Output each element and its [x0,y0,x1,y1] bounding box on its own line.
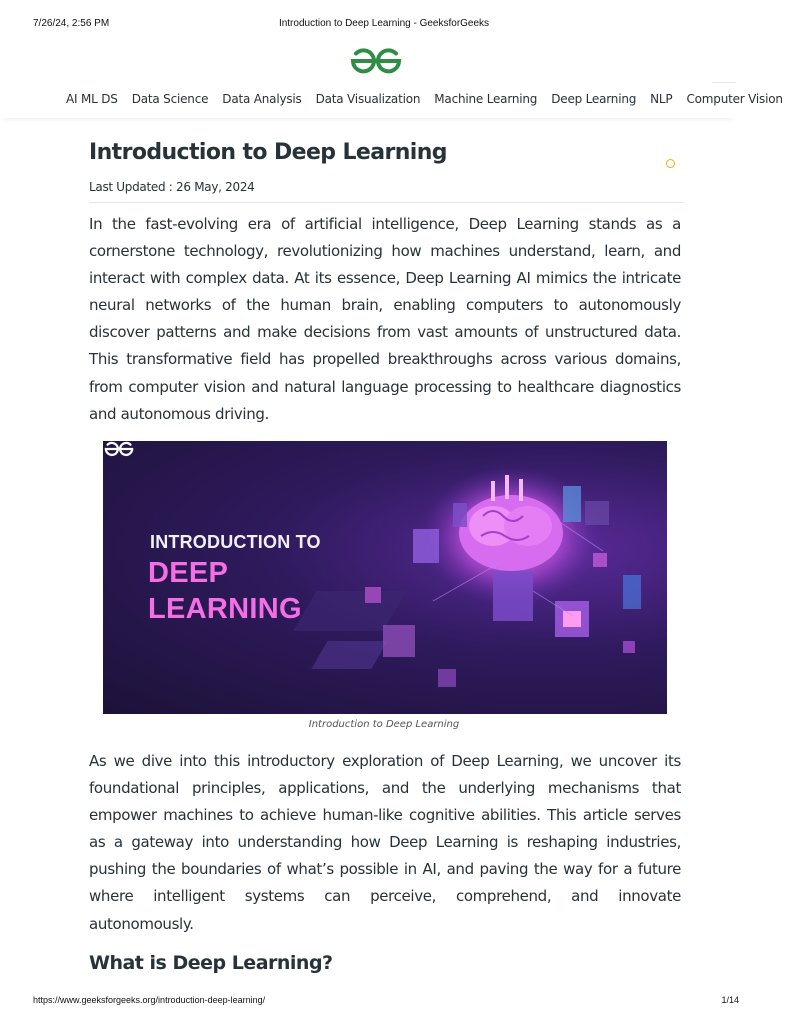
hero-image [103,441,667,714]
print-footer [0,995,768,1009]
geeksforgeeks-logo-icon[interactable] [349,47,403,75]
hero-heading-line2: DEEP [148,557,229,589]
intro-paragraph: In the fast-evolving era of artificial intelligence, Deep Learning stands as a cornerstone technology, revolutionizing how machines understand, learn, and interact with complex data. At its essence, Deep Learning AI mimics the intricate neural networks of the human brain, enabling computers to autonomously discover patterns and make decisions from vast amounts of unstructured data. This transformative field has propelled breakthroughs across various domains, from computer vision and natural language processing to healthcare diagnostics and autonomous driving. [89,215,681,423]
nav-item-deep-learning[interactable]: Deep Learning [551,92,637,106]
last-updated: Last Updated : 26 May, 2024 [89,180,255,194]
nav-item-data-analysis[interactable]: Data Analysis [222,92,302,106]
print-page-number: 1/14 [721,995,739,1005]
print-page-title: Introduction to Deep Learning - GeeksforGeeks [278,18,490,29]
print-header [0,18,768,32]
bookmark-icon[interactable] [666,159,675,168]
nav-item-machine-learning[interactable]: Machine Learning [434,92,538,106]
print-url: https://www.geeksforgeeks.org/introduction-deep-learning/ [33,995,266,1005]
hero-geeksforgeeks-logo-icon [103,441,135,457]
article-title: Introduction to Deep Learning [89,140,447,165]
nav-item-data-science[interactable]: Data Science [131,92,209,106]
hero-caption: Introduction to Deep Learning [308,719,460,730]
hero-heading-line3: LEARNING [148,593,302,625]
body-paragraph: As we dive into this introductory exploration of Deep Learning, we uncover its foundational principles, applications, and the underlying mechanisms that empower machines to achieve human-like cognitive abilities. This article serves as a gateway into understanding how Deep Learning is reshaping industries, pushing the boundaries of what’s possible in AI, and paving the way for a future where intelligent systems can perceive, comprehend, and innovate autonomously. [89,752,681,933]
section-heading: What is Deep Learning? [89,952,333,974]
nav-items [66,90,783,110]
category-nav [0,86,783,118]
print-datetime: 7/26/24, 2:56 PM [33,18,110,29]
nav-divider [712,82,736,83]
hero-heading-line1: INTRODUCTION TO [150,532,321,552]
nav-item-data-visualization[interactable]: Data Visualization [315,92,421,106]
nav-item-ai-ml-ds[interactable]: AI ML DS [66,92,118,106]
title-divider [89,202,683,203]
nav-item-computer-vision[interactable]: Computer Vision [686,92,783,106]
nav-item-nlp[interactable]: NLP [650,92,673,106]
